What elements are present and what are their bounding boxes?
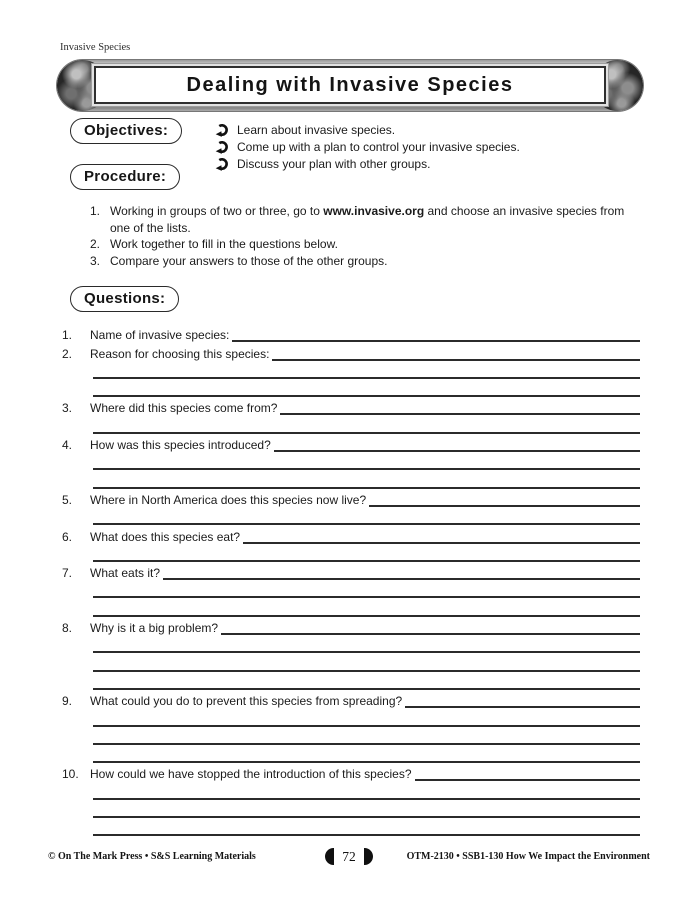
answer-line [93, 544, 640, 562]
procedure-heading: Procedure: [70, 164, 180, 190]
title-banner [57, 60, 643, 111]
questions-list [62, 324, 640, 836]
answer-blank-row [62, 781, 640, 799]
answer-line [93, 818, 640, 836]
answer-blank-row [62, 800, 640, 818]
answer-blank-row [62, 653, 640, 671]
page-marker-left-icon [325, 848, 334, 865]
answer-blank-row [62, 598, 640, 616]
answer-line [369, 489, 640, 507]
procedure-step [90, 253, 640, 270]
question-text: Name of invasive species: [90, 328, 230, 343]
question-number: 9. [62, 694, 73, 709]
doc-label: Invasive Species [60, 42, 131, 53]
question-number: 3. [62, 401, 73, 416]
curved-arrow-bullet-icon [215, 140, 229, 154]
answer-blank-row [62, 379, 640, 397]
answer-line [93, 800, 640, 818]
question-row [62, 617, 640, 635]
procedure-step [90, 236, 640, 253]
footer-publisher: © On The Mark Press • S&S Learning Materials [48, 851, 256, 862]
answer-line [93, 727, 640, 745]
question-number: 4. [62, 438, 73, 453]
question-row [62, 562, 640, 580]
question-number: 2. [62, 346, 73, 361]
objective-text: Come up with a plan to control your invasive species. [237, 139, 520, 154]
page-number-group [325, 848, 373, 865]
objective-item [215, 138, 640, 155]
question-row [62, 342, 640, 360]
answer-line [405, 690, 640, 708]
question-number: 1. [62, 328, 73, 343]
step-text: Work together to fill in the questions below. [110, 237, 338, 251]
question-number: 7. [62, 566, 73, 581]
answer-line [163, 562, 640, 580]
questions-heading: Questions: [70, 286, 179, 312]
answer-line [415, 763, 640, 781]
answer-line [243, 525, 640, 543]
answer-line [93, 452, 640, 470]
objectives-heading: Objectives: [70, 118, 182, 144]
question-text: How could we have stopped the introduction of this species? [90, 767, 412, 782]
page-marker-right-icon [364, 848, 373, 865]
answer-blank-row [62, 361, 640, 379]
procedure-step [90, 203, 640, 236]
answer-line [272, 342, 640, 360]
question-number: 6. [62, 529, 73, 544]
step-text: Working in groups of two or three, go to www.invasive.org and choose an invasive species from one of the lists. [110, 204, 625, 235]
answer-line [93, 379, 640, 397]
answer-blank-row [62, 708, 640, 726]
answer-line [93, 635, 640, 653]
answer-blank-row [62, 544, 640, 562]
question-number: 10. [62, 767, 79, 782]
answer-line [93, 672, 640, 690]
question-text: Reason for choosing this species: [90, 346, 270, 361]
answer-line [93, 653, 640, 671]
page-number: 72 [342, 848, 356, 864]
answer-blank-row [62, 727, 640, 745]
answer-blank-row [62, 470, 640, 488]
answer-line [93, 745, 640, 763]
curved-arrow-bullet-icon [215, 123, 229, 137]
section-labels-column [70, 118, 215, 190]
question-text: How was this species introduced? [90, 438, 271, 453]
curved-arrow-bullet-icon [215, 157, 229, 171]
answer-line [274, 434, 640, 452]
answer-line [280, 397, 640, 415]
question-row [62, 434, 640, 452]
answer-line [93, 415, 640, 433]
step-number: 3. [90, 253, 101, 268]
step-number: 1. [90, 204, 101, 218]
answer-line [221, 617, 640, 635]
question-row [62, 690, 640, 708]
objectives-list [215, 118, 640, 190]
question-text: What eats it? [90, 566, 161, 581]
answer-line [93, 580, 640, 598]
answer-line [93, 781, 640, 799]
question-text: What does this species eat? [90, 529, 241, 544]
objective-item [215, 155, 640, 172]
answer-blank-row [62, 635, 640, 653]
question-text: Why is it a big problem? [90, 621, 219, 636]
question-text: Where did this species come from? [90, 401, 278, 416]
answer-blank-row [62, 415, 640, 433]
answer-blank-row [62, 452, 640, 470]
step-number: 2. [90, 237, 101, 251]
answer-line [93, 507, 640, 525]
answer-blank-row [62, 745, 640, 763]
intro-row [60, 118, 640, 190]
answer-blank-row [62, 507, 640, 525]
footer-product-code: OTM-2130 • SSB1-130 How We Impact the Environment [406, 851, 650, 862]
question-number: 5. [62, 492, 73, 507]
answer-line [93, 361, 640, 379]
procedure-steps [60, 203, 640, 269]
question-text: Where in North America does this species now live? [90, 492, 367, 507]
answer-line [93, 598, 640, 616]
answer-line [93, 708, 640, 726]
question-row [62, 763, 640, 781]
question-row [62, 324, 640, 342]
answer-line [232, 324, 640, 342]
answer-line [93, 470, 640, 488]
page-title: Dealing with Invasive Species [186, 73, 514, 96]
objective-text: Discuss your plan with other groups. [237, 156, 431, 171]
question-row [62, 525, 640, 543]
step-text: Compare your answers to those of the other groups. [110, 253, 388, 268]
question-text: What could you do to prevent this species from spreading? [90, 694, 403, 709]
question-row [62, 489, 640, 507]
answer-blank-row [62, 672, 640, 690]
objective-item [215, 121, 640, 138]
answer-blank-row [62, 818, 640, 836]
title-box [94, 66, 606, 104]
objective-text: Learn about invasive species. [237, 122, 396, 137]
question-number: 8. [62, 621, 73, 636]
question-row [62, 397, 640, 415]
page-footer [48, 848, 650, 865]
answer-blank-row [62, 580, 640, 598]
